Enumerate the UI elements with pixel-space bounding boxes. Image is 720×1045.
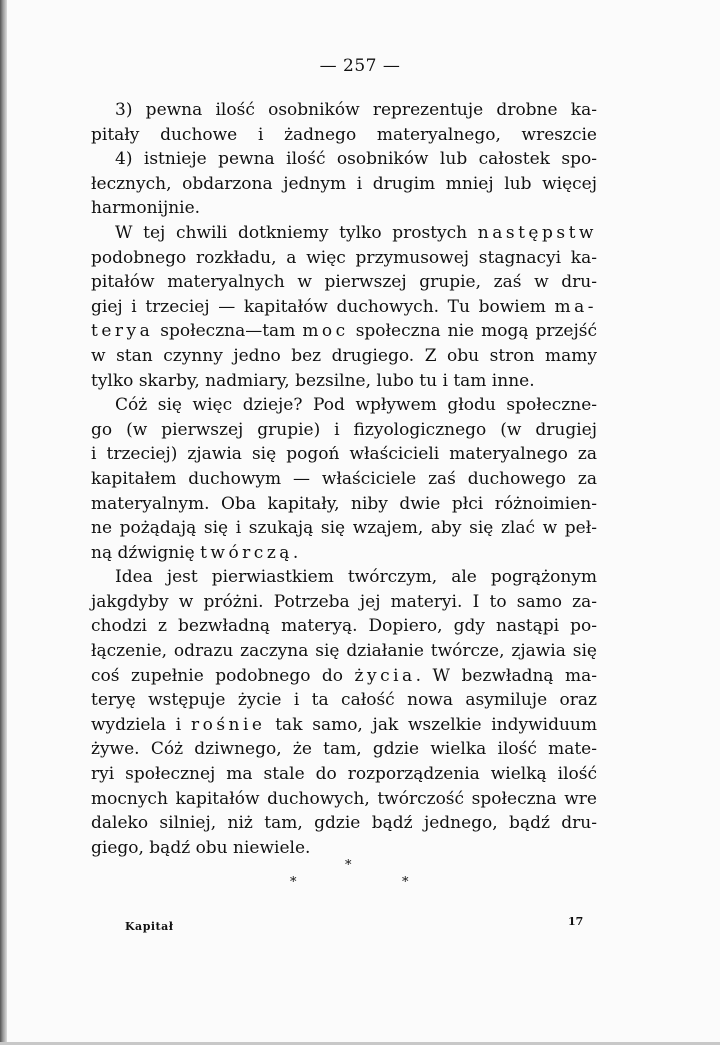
text-line <box>91 319 597 344</box>
text-line <box>91 344 597 369</box>
text-run: W tej chwili dotkniemy tylko prostych <box>115 222 478 243</box>
text-line <box>91 762 597 787</box>
text-line <box>91 713 597 738</box>
text-run: łączenie, odrazu zaczyna się działanie twórcze, zjawia się <box>91 641 597 662</box>
text-run: tak samo, jak wszelkie indywiduum <box>265 714 597 735</box>
text-run: kapitałem duchowym — właściciele zaś duchowego za <box>91 468 597 489</box>
text-line <box>91 664 597 689</box>
text-line <box>91 836 597 861</box>
text-line <box>91 172 597 197</box>
asterisk-right: * <box>402 875 409 890</box>
text-line <box>91 246 597 271</box>
text-line <box>91 98 597 123</box>
text-line <box>91 442 597 467</box>
text-run: podobnego rozkładu, a więc przymusowej stagnacyi ka- <box>91 247 597 268</box>
text-line <box>91 590 597 615</box>
text-run: ne pożądają się i szukają się wzajem, aby się zlać w peł- <box>91 518 597 539</box>
spaced-emphasis: terya <box>91 321 154 342</box>
spaced-emphasis: ma- <box>554 296 597 317</box>
text-line <box>91 393 597 418</box>
text-run: chodzi z bezwładną materyą. Dopiero, gdy nastąpi po- <box>91 616 597 637</box>
spaced-emphasis: moc <box>302 321 349 342</box>
text-run: Cóż się więc dzieje? Pod wpływem głodu społeczne- <box>115 395 597 416</box>
text-run: go (w pierwszej grupie) i fizyologicznego (w drugiej <box>91 419 597 440</box>
text-run: coś zupełnie podobnego do <box>91 665 355 686</box>
text-run: 4) istnieje pewna ilość osobników lub całostek spo- <box>115 149 597 170</box>
page-number-header: — 257 — <box>319 56 401 76</box>
spaced-emphasis: twórczą <box>200 542 293 563</box>
text-run: giej i trzeciej — kapitałów duchowych. Tu bowiem <box>91 296 555 317</box>
body-text <box>91 98 597 860</box>
text-line <box>91 295 597 320</box>
text-run: żywe. Cóż dziwnego, że tam, gdzie wielka ilość mate- <box>91 739 597 760</box>
text-line <box>91 541 597 566</box>
text-run: tylko skarby, nadmiary, bezsilne, lubo tu i tam inne. <box>91 370 535 391</box>
text-run: mocnych kapitałów duchowych, twórczość społeczna wre <box>91 788 597 809</box>
text-run: pitałów materyalnych w pierwszej grupie, zaś w dru- <box>91 272 597 293</box>
spaced-emphasis: rośnie <box>190 714 266 735</box>
text-run: . <box>292 542 299 563</box>
text-run: pitały duchowe i żadnego materyalnego, wreszcie <box>91 124 597 145</box>
text-run: ną dźwignię <box>91 542 201 563</box>
text-run: 3) pewna ilość osobników reprezentuje drobne ka- <box>115 100 597 120</box>
footer-signature-number: 17 <box>568 915 584 928</box>
asterisk-top: * <box>345 858 352 873</box>
text-line <box>91 196 597 221</box>
text-line <box>91 614 597 639</box>
text-line <box>91 565 597 590</box>
text-line <box>91 123 597 148</box>
text-line <box>91 688 597 713</box>
asterisk-left: * <box>290 875 297 890</box>
text-run: harmonijnie. <box>91 198 201 219</box>
text-run: daleko silniej, niż tam, gdzie bądź jednego, bądź dru- <box>91 813 597 834</box>
text-run: łecznych, obdarzona jednym i drugim mniej lub więcej <box>91 173 597 194</box>
text-line <box>91 418 597 443</box>
text-run: materyalnym. Oba kapitały, niby dwie płci różnoimien- <box>91 493 597 514</box>
text-run: Idea jest pierwiastkiem twórczym, ale pogrążonym <box>115 567 597 588</box>
spaced-emphasis: życia <box>354 665 416 686</box>
text-line <box>91 369 597 394</box>
text-run: ryi społecznej ma stale do rozporządzenia wielką ilość <box>91 764 597 785</box>
text-run: teryę wstępuje życie i ta całość nowa asymiluje oraz <box>91 690 597 711</box>
text-run: społeczna—tam <box>153 321 303 342</box>
text-line <box>91 639 597 664</box>
text-run: społeczna nie mogą przejść <box>348 321 597 342</box>
text-line <box>91 787 597 812</box>
text-run: . W bezwładną ma- <box>415 665 598 686</box>
text-line <box>91 467 597 492</box>
text-run: wydziela i <box>91 714 191 735</box>
text-line <box>91 221 597 246</box>
spaced-emphasis: następstw <box>477 222 597 243</box>
text-line <box>91 270 597 295</box>
text-line <box>91 147 597 172</box>
text-run: i trzeciej) zjawia się pogoń właścicieli materyalnego za <box>91 444 597 465</box>
text-line <box>91 737 597 762</box>
footer-signature-title: Kapitał <box>125 920 174 933</box>
text-line <box>91 492 597 517</box>
text-run: giego, bądź obu niewiele. <box>91 837 311 858</box>
text-run: jakgdyby w próżni. Potrzeba jej materyi. I to samo za- <box>91 591 597 612</box>
text-line <box>91 516 597 541</box>
section-divider-asterisks <box>0 858 720 892</box>
text-run: w stan czynny jedno bez drugiego. Z obu stron mamy <box>91 345 597 366</box>
text-line <box>91 811 597 836</box>
